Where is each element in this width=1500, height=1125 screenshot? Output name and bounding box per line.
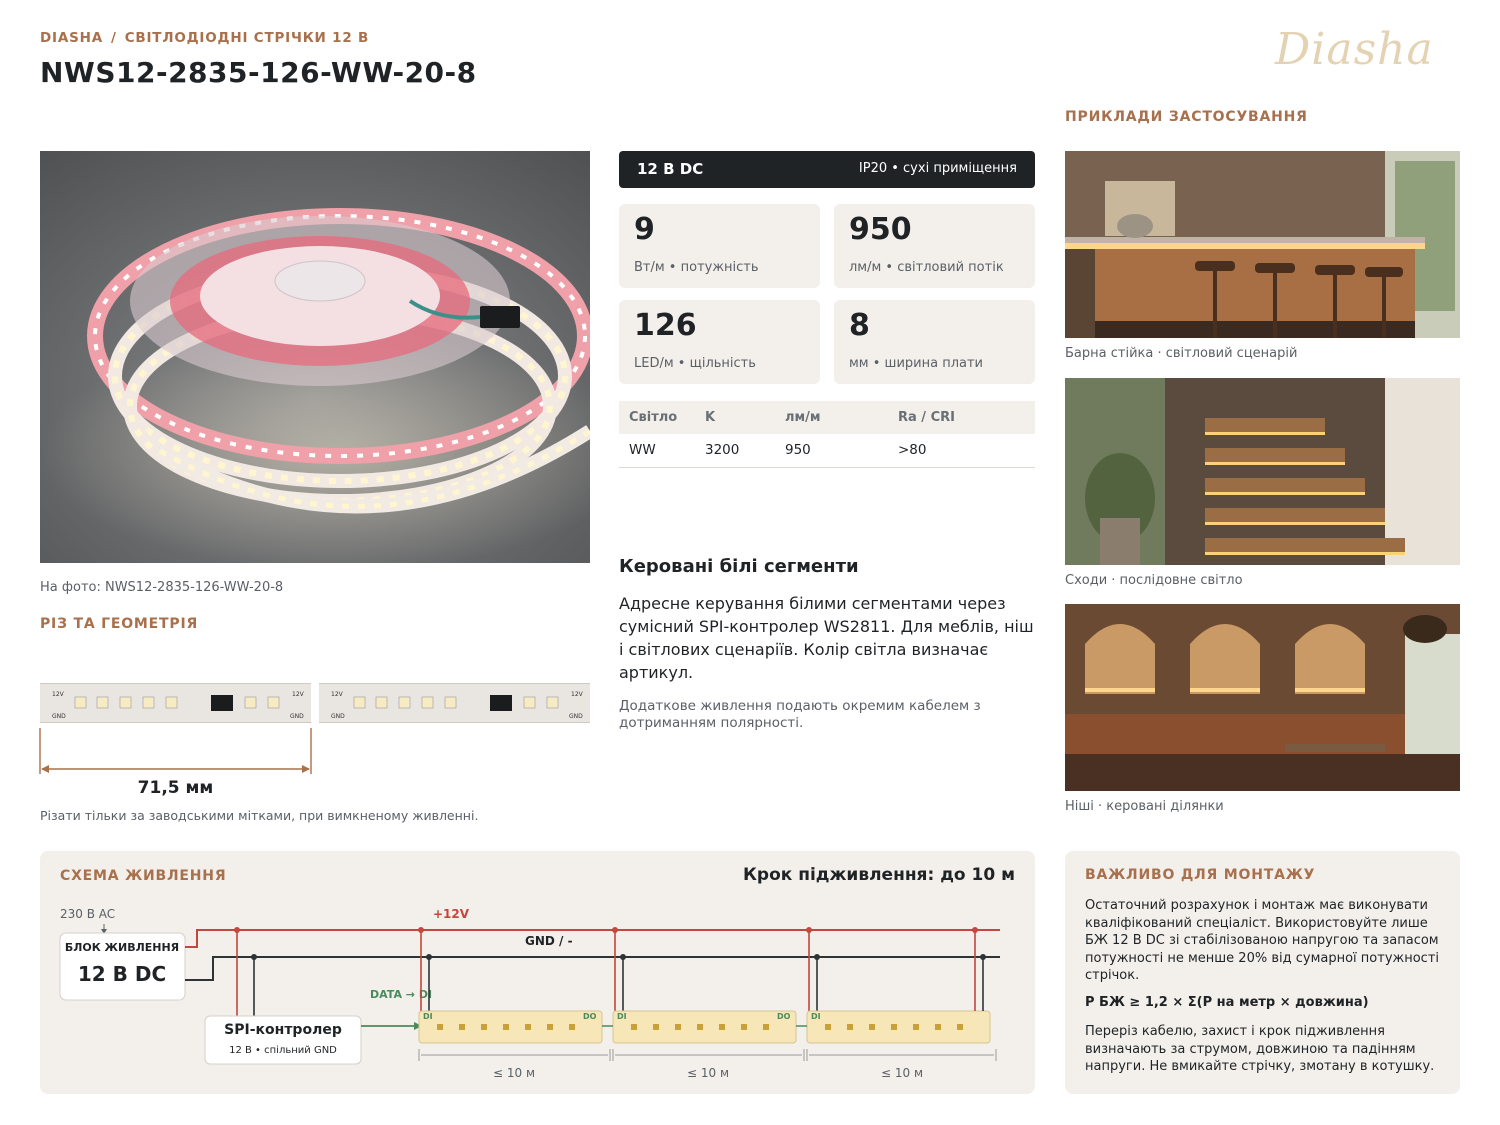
notes-formula: P БЖ ≥ 1,2 × Σ(P на метр × довжина) <box>1085 995 1369 1010</box>
di-label: DI <box>617 1012 627 1021</box>
application-photo-stairs <box>1065 378 1460 565</box>
do-label: DO <box>583 1012 597 1021</box>
do-label: DO <box>777 1012 791 1021</box>
strip-mark-12v-end: 12V <box>571 691 583 698</box>
strip-mark-12v: 12V <box>331 691 343 698</box>
table-header: K <box>695 401 775 434</box>
product-photo <box>40 151 590 563</box>
spec-value: 9 <box>634 212 655 247</box>
spec-value: 126 <box>634 308 697 343</box>
cut-dimension-line <box>36 726 316 776</box>
psu-value: 12 В DC <box>77 962 167 986</box>
application-caption: Ніші · керовані ділянки <box>1065 799 1224 814</box>
strip-mark-gnd-end: GND <box>569 713 583 720</box>
data-label: DATA → DI <box>370 988 433 1001</box>
psu-label: БЛОК ЖИВЛЕННЯ <box>64 941 180 954</box>
table-row <box>619 434 1035 467</box>
page-title: NWS12-2835-126-WW-20-8 <box>40 56 477 89</box>
protection-label: IP20 • сухі приміщення <box>858 161 1017 176</box>
strip-mark-12v-end: 12V <box>292 691 304 698</box>
cut-length: 71,5 мм <box>137 778 214 798</box>
controller-sub: 12 В • спільний GND <box>229 1045 337 1056</box>
di-label: DI <box>423 1012 433 1021</box>
breadcrumb <box>40 30 369 46</box>
applications-heading: ПРИКЛАДИ ЗАСТОСУВАННЯ <box>1065 109 1308 125</box>
strip-mark-12v: 12V <box>52 691 64 698</box>
light-spec-table <box>619 401 1035 468</box>
schema-step: Крок підживлення: до 10 м <box>743 865 1015 885</box>
segment-length: ≤ 10 м <box>492 1066 536 1080</box>
breadcrumb-separator: / <box>110 30 117 46</box>
brand-logo: Diasha <box>1275 24 1434 75</box>
breadcrumb-brand[interactable]: DIASHA <box>40 30 103 46</box>
feature-text: Адресне керування білими сегментами через сумісний SPI-контролер WS2811. Для меблів, ніш і світлових сценаріїв. Колір світла визначає артикул. <box>619 594 1034 682</box>
spec-label: мм • ширина плати <box>849 356 983 371</box>
di-label: DI <box>811 1012 821 1021</box>
spec-label: LED/м • щільність <box>634 356 756 371</box>
cut-geometry-heading: РІЗ ТА ГЕОМЕТРІЯ <box>40 616 199 632</box>
spec-card-power <box>619 204 820 288</box>
plus-label: +12V <box>433 907 470 921</box>
schema-heading: СХЕМА ЖИВЛЕННЯ <box>60 868 227 884</box>
notes-paragraph: Переріз кабелю, захист і крок підживлення визначають за струмом, довжиною та падінням напруги. Не вмикайте стрічку, змотану в котушку. <box>1085 1024 1435 1074</box>
strip-mark-gnd: GND <box>331 713 345 720</box>
photo-caption: На фото: NWS12-2835-126-WW-20-8 <box>40 580 284 595</box>
application-caption: Сходи · послідовне світло <box>1065 573 1243 588</box>
segment-length: ≤ 10 м <box>880 1066 924 1080</box>
table-cell: >80 <box>888 434 1035 467</box>
spec-card-width <box>834 300 1035 384</box>
spec-value: 8 <box>849 308 870 343</box>
spec-card-density <box>619 300 820 384</box>
strip-mark-gnd: GND <box>52 713 66 720</box>
strip-segment <box>40 683 311 723</box>
feature-note: Додаткове живлення подають окремим кабелем з дотриманням полярності. <box>619 698 981 731</box>
table-cell: 950 <box>775 434 888 467</box>
segment-length: ≤ 10 м <box>686 1066 730 1080</box>
spec-label: лм/м • світловий потік <box>849 260 1004 275</box>
table-header: Світло <box>619 401 695 434</box>
installation-notes-panel <box>1065 851 1460 1094</box>
application-photo-bar <box>1065 151 1460 338</box>
table-header: Ra / CRI <box>888 401 1035 434</box>
strip-segment <box>319 683 590 723</box>
spec-value: 950 <box>849 212 912 247</box>
table-header-row <box>619 401 1035 434</box>
table-cell: WW <box>619 434 695 467</box>
feature-title: Керовані білі сегменти <box>619 556 859 577</box>
gnd-label: GND / - <box>525 934 573 948</box>
application-caption: Барна стійка · світловий сценарій <box>1065 346 1298 361</box>
led-reel-illustration <box>40 151 590 563</box>
input-label: 230 В AC <box>60 907 116 921</box>
controller-label: SPI-контролер <box>224 1022 342 1038</box>
notes-paragraph: Остаточний розрахунок і монтаж має виконувати кваліфікований спеціаліст. Використовуйте лише БЖ 12 В DC зі стабілізованою напругою та запасом потужності не менше 20% від сумарної потужності стрічок. <box>1085 898 1440 983</box>
voltage-label: 12 В DC <box>637 160 704 178</box>
cut-note: Різати тільки за заводськими мітками, при вимкненому живленні. <box>40 808 479 823</box>
power-schema-panel <box>40 851 1035 1094</box>
table-cell: 3200 <box>695 434 775 467</box>
application-photo-niches <box>1065 604 1460 791</box>
strip-mark-gnd-end: GND <box>290 713 304 720</box>
spec-label: Вт/м • потужність <box>634 260 759 275</box>
spec-card-flux <box>834 204 1035 288</box>
table-header: лм/м <box>775 401 888 434</box>
breadcrumb-category[interactable]: СВІТЛОДІОДНІ СТРІЧКИ 12 В <box>124 30 370 46</box>
voltage-bar <box>619 151 1035 188</box>
power-wiring-diagram <box>40 851 1035 1094</box>
notes-heading: ВАЖЛИВО ДЛЯ МОНТАЖУ <box>1085 867 1316 883</box>
